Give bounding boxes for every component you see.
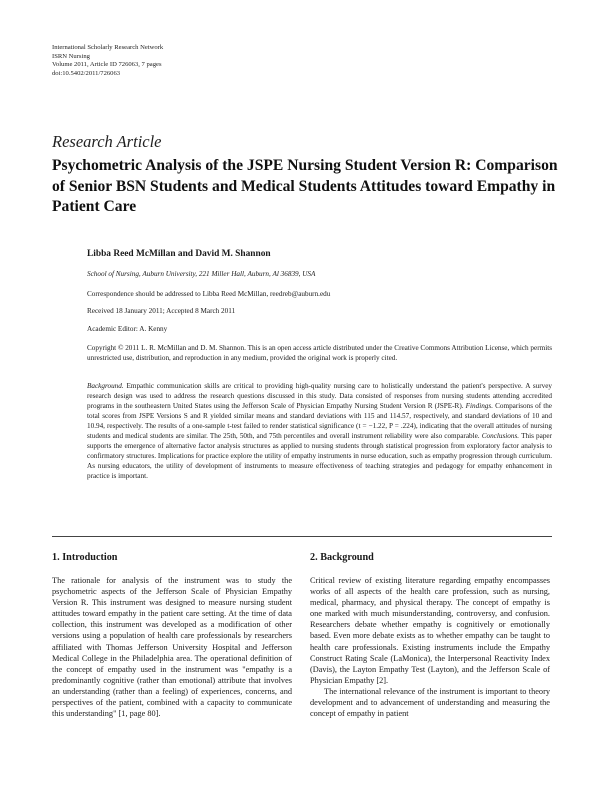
- journal-title: ISRN Nursing: [52, 52, 90, 60]
- journal-metadata: [52, 44, 163, 78]
- abstract-conclusions-label: Conclusions.: [481, 431, 522, 440]
- background-column: [310, 551, 550, 719]
- background-paragraph-1: Critical review of existing literature regarding empathy encompasses works of all aspects of the health care profession, such as nursing, medical, pharmacy, and physical therapy. The concept of empathy is one marked with much misunderstanding, controversy, and confusion. Researchers debate whether empathy is cognitively or emotionally based. Even more debate exists as to whether empathy can be taught to health care professionals. Existing instruments include the Empathy Construct Rating Scale (LaMonica), the Interpersonal Reactivity Index (Davis), the Layton Empathy Test (Layton), and the Jefferson Scale of Physician Empathy [2].: [310, 576, 550, 685]
- journal-doi: doi:10.5402/2011/726063: [52, 69, 121, 77]
- abstract-findings-text: Comparisons of the total scores from JSPE Versions S and R yielded similar means and standard deviations with 115 and 114.57, respectively, and standard deviations of 10 and 10.94, respectively. The results of a one-sample t-test failed to render statistical significance (t = −1.22, P = .224), indicating that the overall attitudes of nursing students and medical students are similar. The 25th, 50th, and 75th percentiles and overall instrument reliability were also comparable.: [87, 401, 552, 440]
- section-divider: [52, 536, 552, 537]
- abstract-conclusions-text: This paper supports the emergence of alternative factor analysis structures as applied to nursing students through statistical progression from exploratory factor analysis to confirmatory structures. Implications for practice explore the utility of empathy instruments in nurse education, such as empathy progression through curriculum. As nursing educators, the utility of development of instruments to measure effectiveness of teaching strategies and pedagogy for empathy enhancement in practice is important.: [87, 431, 552, 480]
- introduction-column: [52, 551, 292, 719]
- background-paragraph-2: The international relevance of the instrument is important to theory development and to advancement of understanding and measuring the concept of empathy in patient: [310, 686, 550, 719]
- background-heading: 2. Background: [310, 552, 374, 563]
- abstract-findings-label: Findings.: [465, 401, 496, 410]
- journal-network-name: International Scholarly Research Network: [52, 44, 164, 51]
- abstract-background-text: Empathic communication skills are critical to providing high-quality nursing care to holistically understand the patient's perspective. A survey research design was used to address the research questions discussed in this study. Data consisted of responses from nursing students attending accredited programs in the southeastern United States using the Jefferson Scale of Physician Empathy Nursing Student Version R (JSPE-R).: [87, 382, 552, 410]
- academic-editor: Academic Editor: A. Kenny: [87, 325, 168, 333]
- introduction-heading: 1. Introduction: [52, 552, 118, 563]
- copyright-notice: Copyright © 2011 L. R. McMillan and D. M. Shannon. This is an open access article distributed under the Creative Commons Attribution License, which permits unrestricted use, distribution, and reproduction in any medium, provided the original work is properly cited.: [87, 344, 552, 362]
- abstract: [87, 382, 552, 482]
- abstract-background-label: Background.: [87, 382, 127, 390]
- article-type-label: Research Article: [52, 132, 162, 151]
- received-dates: Received 18 January 2011; Accepted 8 March 2011: [87, 307, 236, 315]
- author-affiliation: School of Nursing, Auburn University, 221 Miller Hall, Auburn, Al 36839, USA: [87, 270, 316, 278]
- author-list: Libba Reed McMillan and David M. Shannon: [87, 249, 271, 259]
- introduction-paragraph: The rationale for analysis of the instrument was to study the psychometric aspects of the Jefferson Scale of Physician Empathy Version R. This instrument was designed to measure nursing student attitudes toward empathy in the patient care setting. At the time of data collection, this instrument was developed as a modification of other versions using a population of health care professionals by researchers affiliated with Thomas Jefferson University Hospital and Jefferson Medical College in the Philadelphia area. The operational definition of the concept of empathy used in the instrument was "empathy is a predominantly cognitive (rather than emotional) attribute that involves an understanding (rather than a feeling) of experiences, concerns, and perspectives of the patient, combined with a capacity to communicate this understanding" [1, page 80].: [52, 576, 292, 719]
- correspondence-line: Correspondence should be addressed to Libba Reed McMillan, reedreb@auburn.edu: [87, 290, 331, 298]
- journal-volume: Volume 2011, Article ID 726063, 7 pages: [52, 61, 162, 69]
- paper-title: Psychometric Analysis of the JSPE Nursing Student Version R: Comparison of Senior BSN Students and Medical Students Attitudes toward Empathy in Patient Care: [52, 157, 558, 215]
